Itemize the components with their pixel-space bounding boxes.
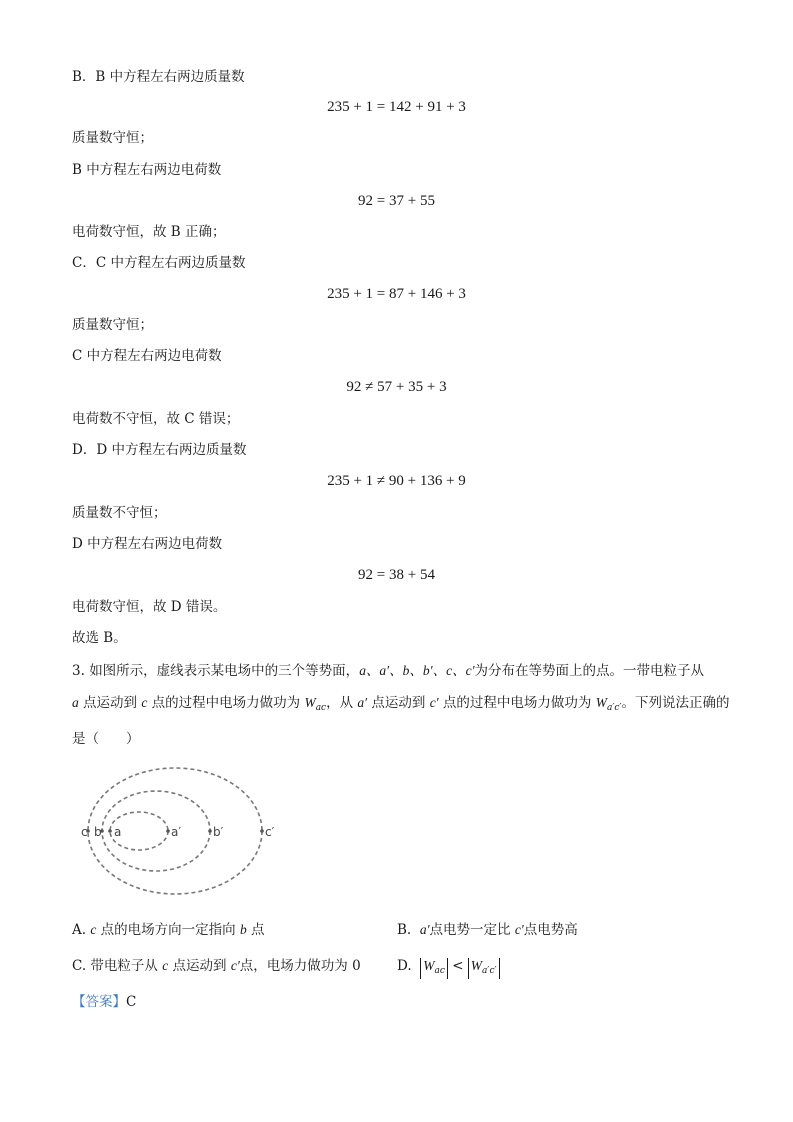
option-d (397, 956, 500, 979)
answer-value: C (126, 994, 137, 1010)
point-a-prime: a′ (357, 695, 368, 710)
option-c-text: 带电粒子从 (86, 958, 163, 974)
option-b-charge-heading: B 中方程左右两边电荷数 (72, 162, 222, 178)
question-text: 。下列说法正确的是（ ） (72, 695, 730, 747)
point-c-prime-dot (260, 829, 264, 833)
question-text: 点运动到 (367, 695, 430, 711)
points-list: a、a′、b、b′、c、c′ (359, 663, 475, 678)
option-d-charge-conclusion: 电荷数守恒，故 D 错误。 (72, 599, 227, 615)
option-c-text: 点，电场力做功为 0 (239, 958, 361, 974)
label-b-prime: b′ (213, 825, 224, 839)
label-a: a (114, 825, 122, 839)
option-d-mass-conclusion: 质量数不守恒； (72, 505, 167, 521)
point-b-prime-dot (208, 829, 212, 833)
label-b: b (94, 825, 102, 839)
option-d-mass-heading: D．D 中方程左右两边质量数 (72, 442, 247, 458)
final-choice: 故选 B。 (72, 630, 127, 646)
question-text: 点的过程中电场力做功为 (147, 695, 305, 711)
option-c-mass-equation: 235 + 1 = 87 + 146 + 3 (327, 286, 466, 302)
option-c-point-c: c (162, 958, 169, 973)
work-a-prime-c-prime: W (595, 695, 607, 710)
option-d-work: W (423, 958, 435, 973)
option-c-label: C. (72, 958, 87, 974)
option-d-abs-right (468, 958, 500, 979)
option-c-mass-heading: C．C 中方程左右两边质量数 (72, 255, 246, 271)
option-d-abs-left (420, 958, 448, 979)
work-ac: W (304, 695, 316, 710)
question-3-stem (72, 655, 732, 755)
point-a-prime-dot (166, 829, 170, 833)
option-c-charge-conclusion: 电荷数不守恒，故 C 错误； (72, 411, 240, 427)
point-c: c (141, 695, 148, 710)
label-c-prime: c′ (265, 825, 275, 839)
option-d-work-prime: W (470, 958, 483, 973)
option-c-point-c-prime: c′ (230, 958, 240, 973)
option-b-charge-conclusion: 电荷数守恒，故 B 正确； (72, 224, 226, 240)
option-b-charge-equation: 92 = 37 + 55 (358, 193, 435, 209)
equipotential-figure (72, 760, 292, 910)
question-text: 点运动到 (78, 695, 142, 711)
option-b-mass-conclusion: 质量数守恒； (72, 130, 153, 146)
label-a-prime: a′ (171, 825, 182, 839)
option-d-mass-equation: 235 + 1 ≠ 90 + 136 + 9 (327, 473, 466, 489)
option-a (72, 920, 264, 940)
option-d-charge-equation: 92 = 38 + 54 (358, 567, 435, 583)
option-c-mass-conclusion: 质量数守恒； (72, 317, 153, 333)
option-c-charge-equation: 92 ≠ 57 + 35 + 3 (346, 379, 447, 395)
option-d-operator: < (452, 958, 464, 974)
option-c-charge-heading: C 中方程左右两边电荷数 (72, 348, 222, 364)
answer-tag: 【答案】 (72, 994, 126, 1010)
option-a-point-c: c (90, 922, 97, 937)
option-b-mass-heading: B．B 中方程左右两边质量数 (72, 69, 245, 85)
point-c-prime: c′ (429, 695, 439, 710)
point-a-dot (108, 829, 112, 833)
option-b-point-c-prime: c′ (514, 922, 524, 937)
option-d-work-subscript: ac (434, 966, 445, 976)
question-text: ，从 (326, 695, 358, 711)
option-b-text: 点电势高 (523, 922, 578, 938)
option-b-label: B. (397, 922, 412, 938)
option-a-point-b: b (239, 922, 247, 937)
question-text: 为分布在等势面上的点。一带电粒子从 (474, 663, 705, 679)
option-d-work-prime-subscript: a′c′ (482, 966, 497, 976)
option-a-text: 点 (246, 922, 265, 938)
work-ac-subscript: ac (315, 703, 327, 713)
option-a-text: 点的电场方向一定指向 (96, 922, 240, 938)
option-b-point-a-prime: a′ (419, 922, 430, 937)
question-text: 点的过程中电场力做功为 (438, 695, 596, 711)
point-a: a (72, 695, 79, 710)
option-b-mass-equation: 235 + 1 = 142 + 91 + 3 (327, 99, 466, 115)
option-a-label: A. (72, 922, 87, 938)
work-a-prime-c-prime-subscript: a′c′ (606, 703, 622, 713)
option-b-text: 点电势一定比 (429, 922, 515, 938)
option-d-label: D. (397, 958, 412, 974)
option-c-text: 点运动到 (168, 958, 231, 974)
option-b (397, 920, 578, 940)
option-d-charge-heading: D 中方程左右两边电荷数 (72, 536, 223, 552)
question-text: 如图所示，虚线表示某电场中的三个等势面， (89, 663, 360, 679)
answer (72, 992, 136, 1012)
label-c: c (81, 825, 88, 839)
question-number: 3. (72, 663, 85, 679)
option-c (72, 956, 361, 976)
